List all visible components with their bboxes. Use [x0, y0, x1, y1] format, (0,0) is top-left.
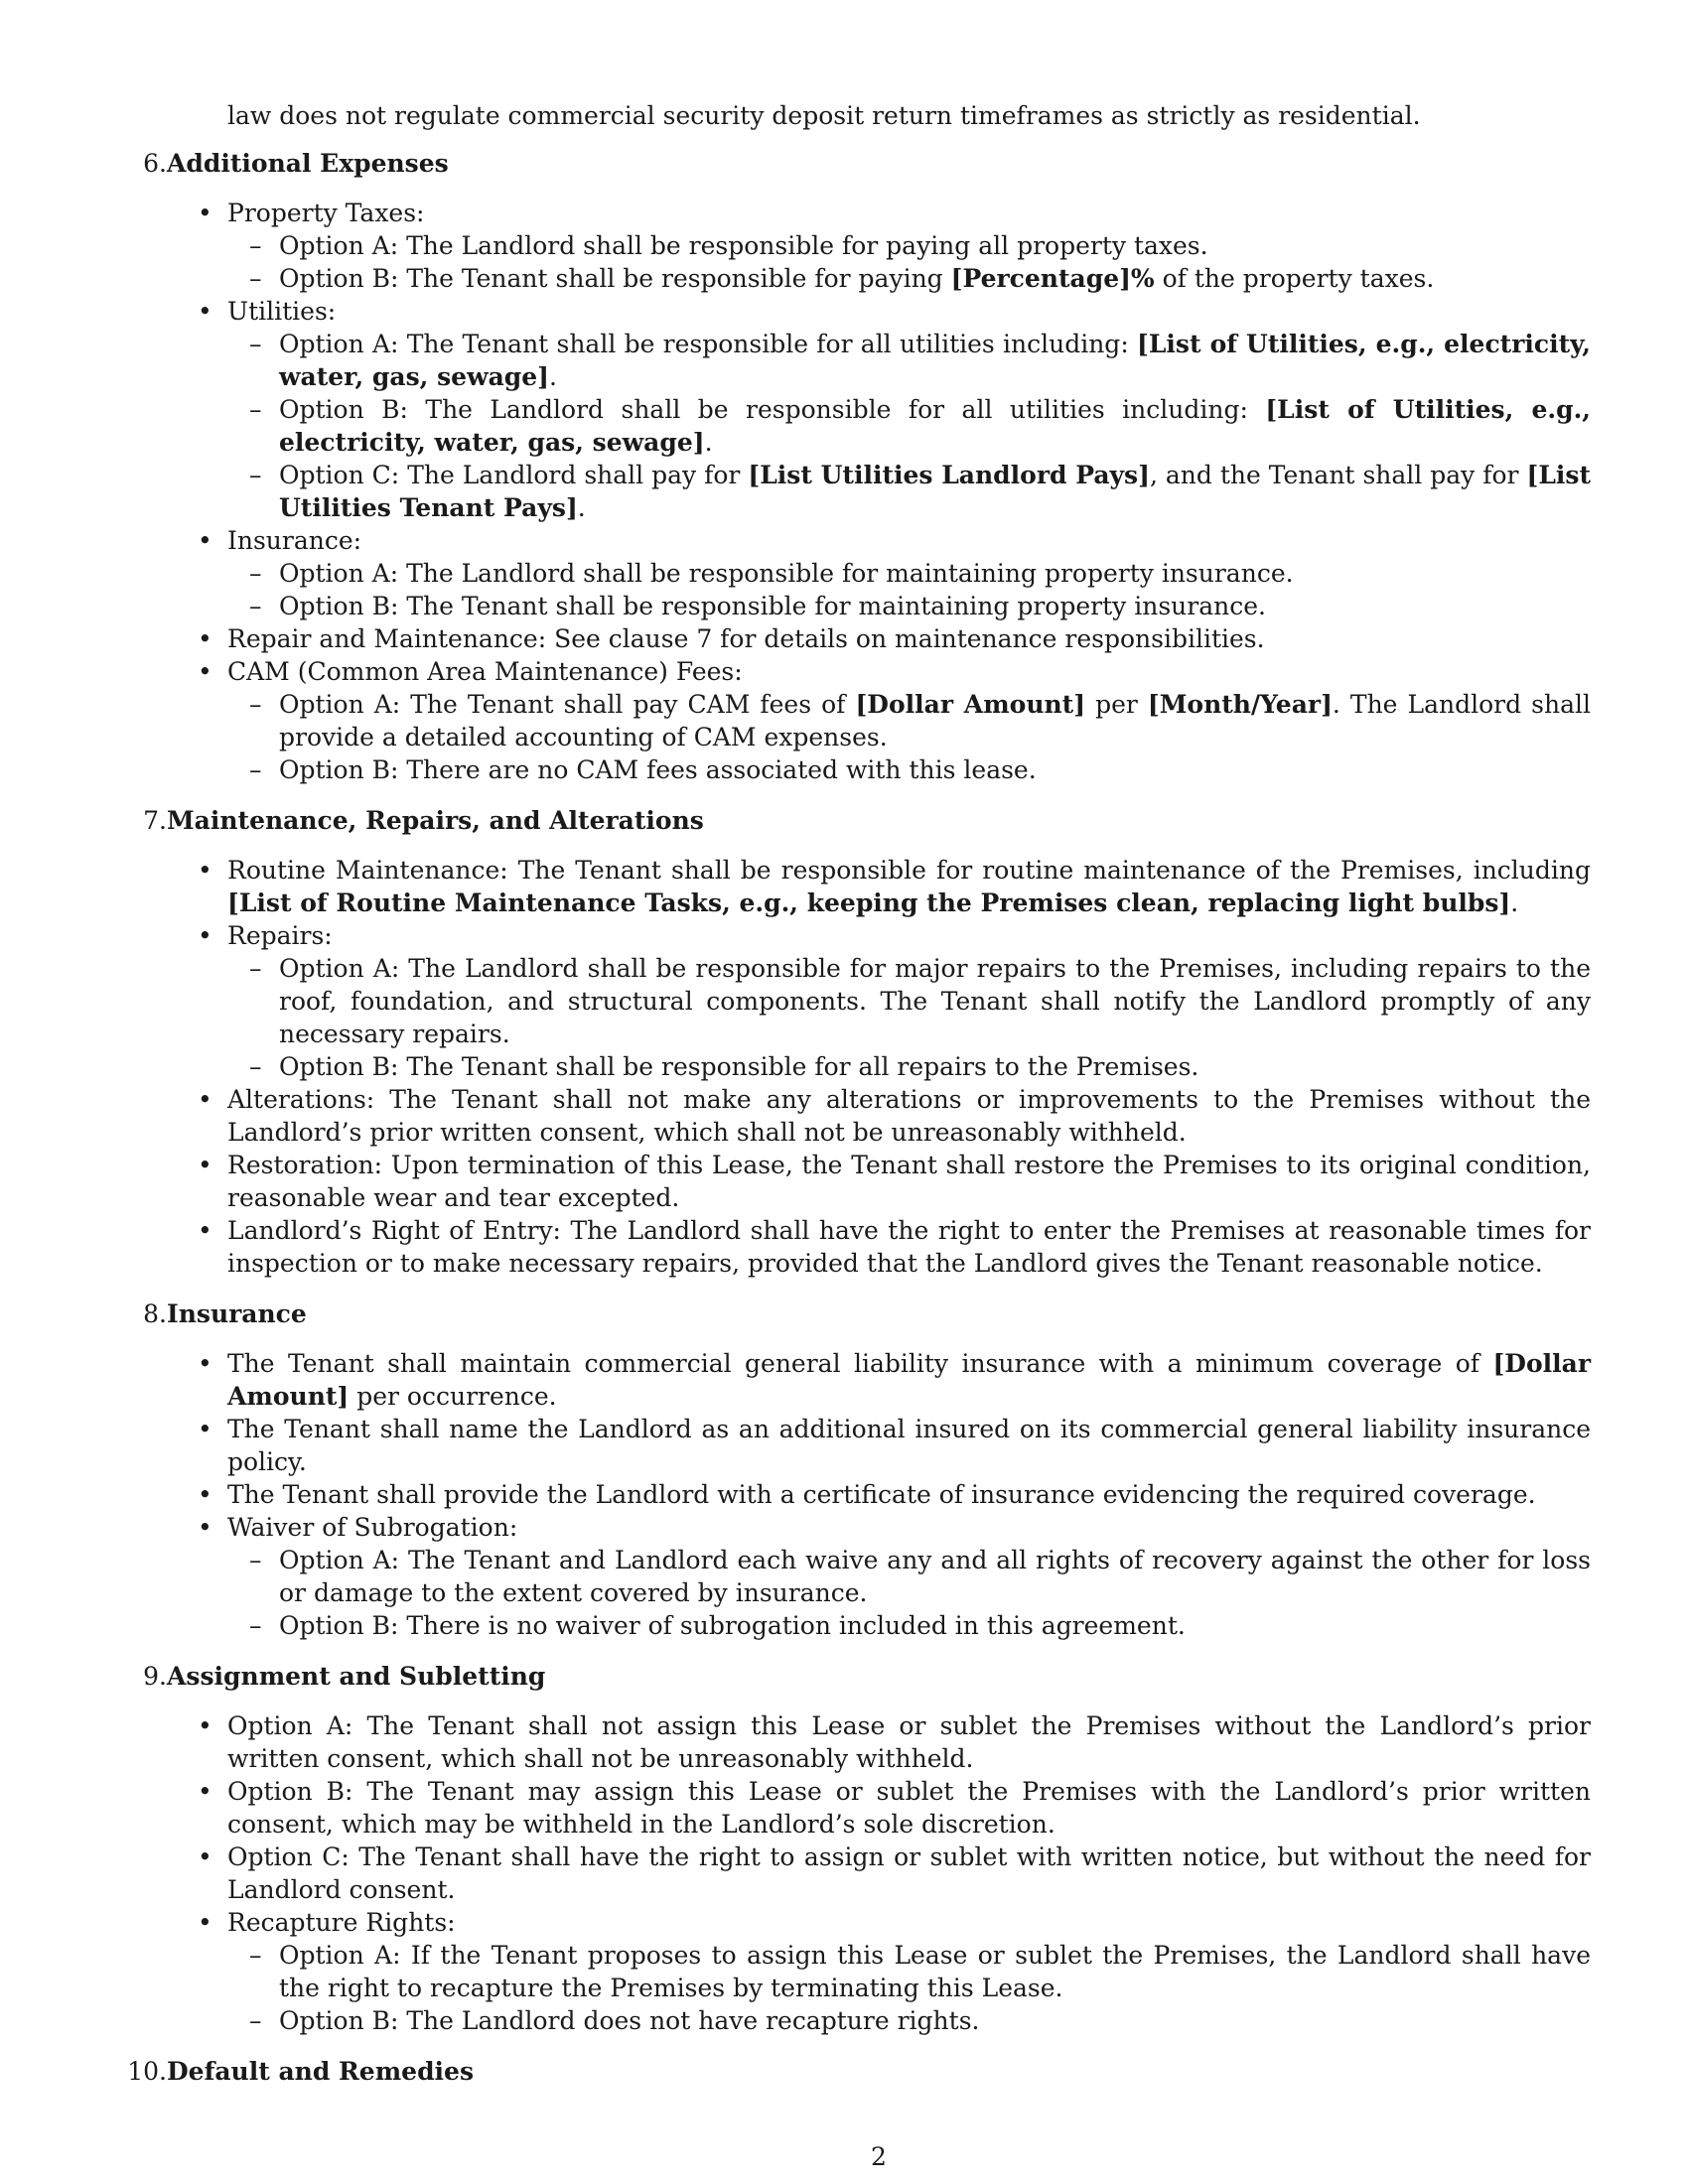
section-number: 8.	[143, 1299, 167, 1328]
section-7	[143, 804, 1591, 1280]
list-item: • Insurance: – Option A: The Landlord shall be responsible for maintaining property insurance. – Option B: The Tenant shall be responsible for maintaining property insurance.	[227, 524, 1591, 622]
list-item: • Option B: The Tenant may assign this Lease or sublet the Premises with the Landlord’s prior written consent, which may be withheld in the Landlord’s sole discretion.	[227, 1775, 1591, 1841]
placeholder-field: [List of Utilities, e.g., electricity, water, gas, sewage]	[279, 330, 1591, 391]
section-number: 9.	[143, 1662, 167, 1691]
section-9-heading	[143, 1660, 1591, 1693]
list-item: • Restoration: Upon termination of this Lease, the Tenant shall restore the Premises to its original condition, reasonable wear and tear excepted.	[227, 1149, 1591, 1214]
list-item: • Waiver of Subrogation: – Option A: The Tenant and Landlord each waive any and all rights of recovery against the other for loss or damage to the extent covered by insurance. – Option B: There is no waiver of subrogation included in this agreement.	[227, 1511, 1591, 1642]
placeholder-field: [List Utilities Landlord Pays]	[748, 461, 1150, 489]
list-item: • CAM (Common Area Maintenance) Fees: – Option A: The Tenant shall pay CAM fees of [Dollar Amount] per [Month/Year]. The Landlord shall provide a detailed accounting of CAM expenses. – Option B: There are no CAM fees associated with this lease.	[227, 655, 1591, 786]
section-number: 10.	[127, 2057, 167, 2086]
list-item: • Recapture Rights: – Option A: If the Tenant proposes to assign this Lease or sublet the Premises, the Landlord shall have the right to recapture the Premises by terminating this Lease. – Option B: The Landlord does not have recapture rights.	[227, 1906, 1591, 2037]
list-subitem: – Option B: The Landlord does not have recapture rights.	[279, 2004, 1591, 2037]
placeholder-field: [List of Utilities, e.g., electricity, water, gas, sewage]	[279, 395, 1592, 457]
list-item: • Utilities: – Option A: The Tenant shall be responsible for all utilities including: [List of Utilities, e.g., electricity, water, gas, sewage]. – Option B: The Landlord shall be responsible for all utilities including: [List of Utilities, e.g., electricity, water, gas, sewage]. – Option C: The Landlord shall pay for [List Utilities Landlord Pays], and the Tenant shall pay for [List Utilities Tenant Pays].	[227, 295, 1591, 524]
list-item: • The Tenant shall provide the Landlord with a certificate of insurance evidencing the required coverage.	[227, 1478, 1591, 1511]
list-subitem: – Option A: The Tenant and Landlord each waive any and all rights of recovery against the other for loss or damage to the extent covered by insurance.	[279, 1544, 1591, 1609]
section-number: 7.	[143, 806, 167, 835]
list-item: • Landlord’s Right of Entry: The Landlord shall have the right to enter the Premises at reasonable times for inspection or to make necessary repairs, provided that the Landlord gives the Tenant reasonable notice.	[227, 1214, 1591, 1280]
section-6	[143, 147, 1592, 786]
list-subitem: – Option C: The Landlord shall pay for [List Utilities Landlord Pays], and the Tenant shall pay for [List Utilities Tenant Pays].	[279, 459, 1591, 524]
list-subitem: – Option A: The Tenant shall be responsible for all utilities including: [List of Utilities, e.g., electricity, water, gas, sewage].	[279, 328, 1591, 393]
placeholder-field: [List Utilities Tenant Pays]	[279, 461, 1592, 522]
list-subitem: – Option A: The Tenant shall pay CAM fees of [Dollar Amount] per [Month/Year]. The Landlord shall provide a detailed accounting of CAM expenses.	[279, 688, 1591, 753]
list-item: • The Tenant shall maintain commercial general liability insurance with a minimum coverage of [Dollar Amount] per occurrence.	[227, 1347, 1591, 1413]
list-item: • The Tenant shall name the Landlord as an additional insured on its commercial general liability insurance policy.	[227, 1413, 1591, 1478]
placeholder-field: [Dollar Amount]	[227, 1349, 1591, 1411]
list-item: • Repairs: – Option A: The Landlord shall be responsible for major repairs to the Premises, including repairs to the roof, foundation, and structural components. The Tenant shall notify the Landlord promptly of any necessary repairs. – Option B: The Tenant shall be responsible for all repairs to the Premises.	[227, 919, 1591, 1083]
section-number: 6.	[143, 149, 167, 178]
list-subitem: – Option B: There are no CAM fees associated with this lease.	[279, 753, 1591, 786]
list-item: • Option C: The Tenant shall have the right to assign or sublet with written notice, but without the need for Landlord consent.	[227, 1841, 1591, 1906]
list-item: • Routine Maintenance: The Tenant shall be responsible for routine maintenance of the Premises, including [List of Routine Maintenance Tasks, e.g., keeping the Premises clean, replacing light bulbs].	[227, 854, 1591, 919]
list-subitem: – Option B: The Landlord shall be responsible for all utilities including: [List of Utilities, e.g., electricity, water, gas, sewage].	[279, 393, 1591, 459]
section-7-heading	[143, 804, 1591, 837]
section-title: Assignment and Subletting	[167, 1662, 546, 1691]
section-8-heading	[143, 1297, 1591, 1330]
placeholder-field: [Dollar Amount]	[855, 690, 1086, 719]
placeholder-field: [List of Routine Maintenance Tasks, e.g., keeping the Premises clean, replacing light bulbs]	[227, 888, 1511, 917]
section-title: Insurance	[167, 1299, 307, 1328]
list-subitem: – Option B: The Tenant shall be responsible for all repairs to the Premises.	[279, 1050, 1591, 1083]
list-subitem: – Option A: The Landlord shall be responsible for maintaining property insurance.	[279, 557, 1591, 590]
section-title: Maintenance, Repairs, and Alterations	[167, 806, 704, 835]
continued-paragraph: law does not regulate commercial security deposit return timeframes as strictly as residential.	[227, 101, 1421, 130]
section-8	[143, 1297, 1591, 1642]
document-page	[127, 0, 1592, 2184]
list-item: • Repair and Maintenance: See clause 7 for details on maintenance responsibilities.	[227, 622, 1591, 655]
section-9	[143, 1660, 1591, 2037]
list-subitem: – Option B: The Tenant shall be responsible for maintaining property insurance.	[279, 590, 1591, 622]
page-number: 2	[871, 2142, 887, 2171]
list-subitem: – Option A: The Landlord shall be responsible for paying all property taxes.	[279, 229, 1591, 262]
placeholder-field: [Percentage]%	[950, 264, 1155, 293]
list-subitem: – Option B: The Tenant shall be responsible for paying [Percentage]% of the property taxes.	[279, 262, 1591, 295]
list-item: • Alterations: The Tenant shall not make any alterations or improvements to the Premises without the Landlord’s prior written consent, which shall not be unreasonably withheld.	[227, 1083, 1591, 1149]
list-item: • Option A: The Tenant shall not assign this Lease or sublet the Premises without the Landlord’s prior written consent, which shall not be unreasonably withheld.	[227, 1709, 1591, 1775]
list-subitem: – Option A: The Landlord shall be responsible for major repairs to the Premises, including repairs to the roof, foundation, and structural components. The Tenant shall notify the Landlord promptly of any necessary repairs.	[279, 952, 1591, 1050]
section-title: Default and Remedies	[167, 2057, 475, 2086]
list-subitem: – Option B: There is no waiver of subrogation included in this agreement.	[279, 1609, 1591, 1642]
section-title: Additional Expenses	[167, 149, 449, 178]
placeholder-field: [Month/Year]	[1147, 690, 1333, 719]
list-item: • Property Taxes: – Option A: The Landlord shall be responsible for paying all property taxes. – Option B: The Tenant shall be responsible for paying [Percentage]% of the property taxes.	[227, 197, 1591, 295]
section-6-heading	[143, 147, 1591, 180]
list-subitem: – Option A: If the Tenant proposes to assign this Lease or sublet the Premises, the Landlord shall have the right to recapture the Premises by terminating this Lease.	[279, 1939, 1591, 2004]
section-10-heading	[127, 2055, 1591, 2088]
section-10	[127, 2055, 1591, 2088]
